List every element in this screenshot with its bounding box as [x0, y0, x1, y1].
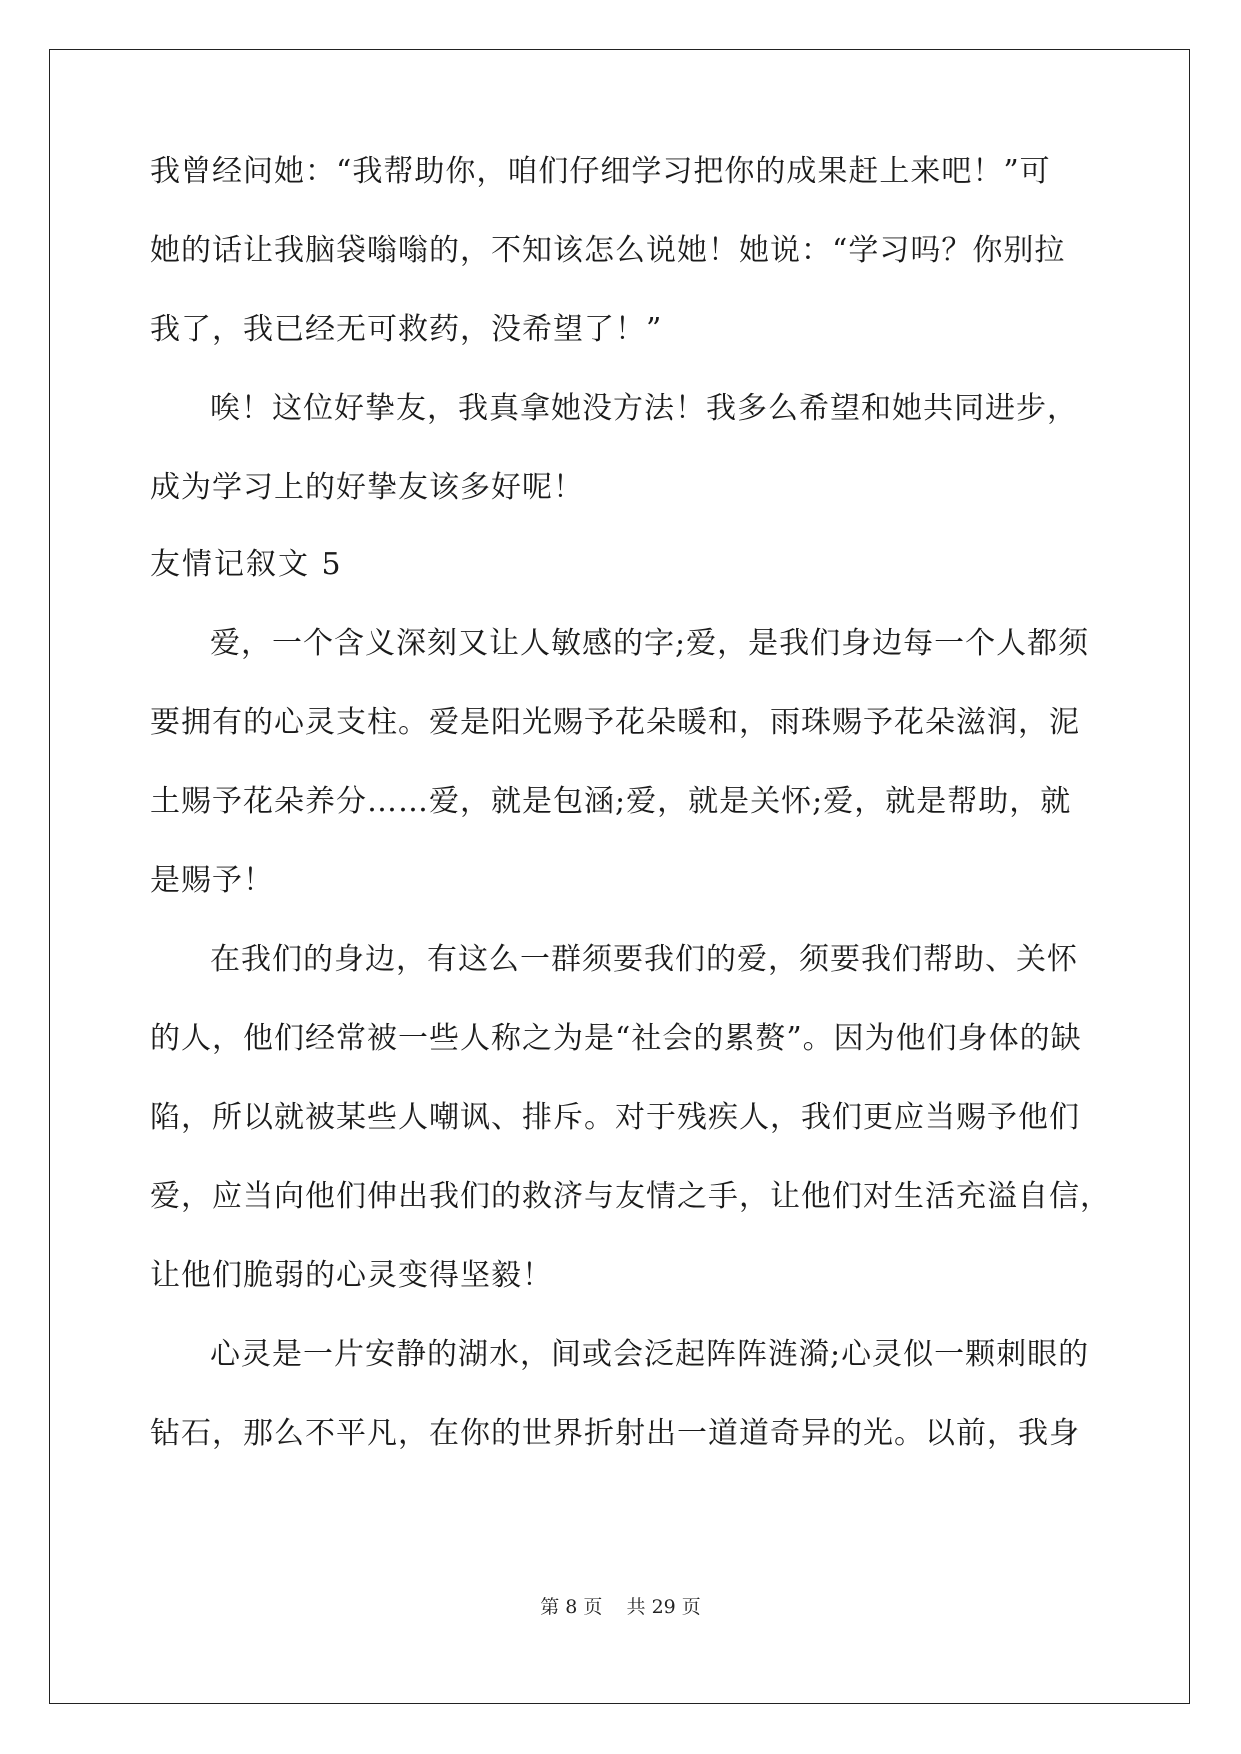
paragraph-first-line: 唉！这位好挚友，我真拿她没方法！我多么希望和她共同进步，	[210, 391, 1078, 426]
text-line: 土赐予花朵养分……爱，就是包涵;爱，就是关怀;爱，就是帮助，就	[150, 784, 1072, 819]
text-line: 我了，我已经无可救药，没希望了！”	[150, 312, 663, 347]
section-heading: 友情记叙文 5	[150, 547, 343, 582]
page-total: 共 29 页	[626, 1596, 701, 1618]
page-number: 第 8 页	[540, 1596, 603, 1618]
paragraph-first-line: 在我们的身边，有这么一群须要我们的爱，须要我们帮助、关怀	[210, 942, 1078, 977]
paragraph-first-line: 心灵是一片安静的湖水，间或会泛起阵阵涟漪;心灵似一颗刺眼的	[210, 1337, 1090, 1372]
text-line: 钻石，那么不平凡，在你的世界折射出一道道奇异的光。以前，我身	[150, 1416, 1080, 1451]
text-line: 要拥有的心灵支柱。爱是阳光赐予花朵暖和，雨珠赐予花朵滋润，泥	[150, 705, 1080, 740]
text-line: 爱，应当向他们伸出我们的救济与友情之手，让他们对生活充溢自信，	[150, 1179, 1111, 1214]
page-footer	[0, 1592, 1241, 1619]
text-line: 她的话让我脑袋嗡嗡的，不知该怎么说她！她说：“学习吗？你别拉	[150, 233, 1066, 268]
text-line: 的人，他们经常被一些人称之为是“社会的累赘”。因为他们身体的缺	[150, 1021, 1082, 1056]
text-line: 我曾经问她：“我帮助你，咱们仔细学习把你的成果赶上来吧！”可	[150, 154, 1051, 189]
text-line: 成为学习上的好挚友该多好呢！	[150, 470, 584, 505]
text-line: 是赐予！	[150, 863, 274, 898]
paragraph-first-line: 爱，一个含义深刻又让人敏感的字;爱，是我们身边每一个人都须	[210, 626, 1090, 661]
text-line: 让他们脆弱的心灵变得坚毅！	[150, 1258, 553, 1293]
text-line: 陷，所以就被某些人嘲讽、排斥。对于残疾人，我们更应当赐予他们	[150, 1100, 1080, 1135]
